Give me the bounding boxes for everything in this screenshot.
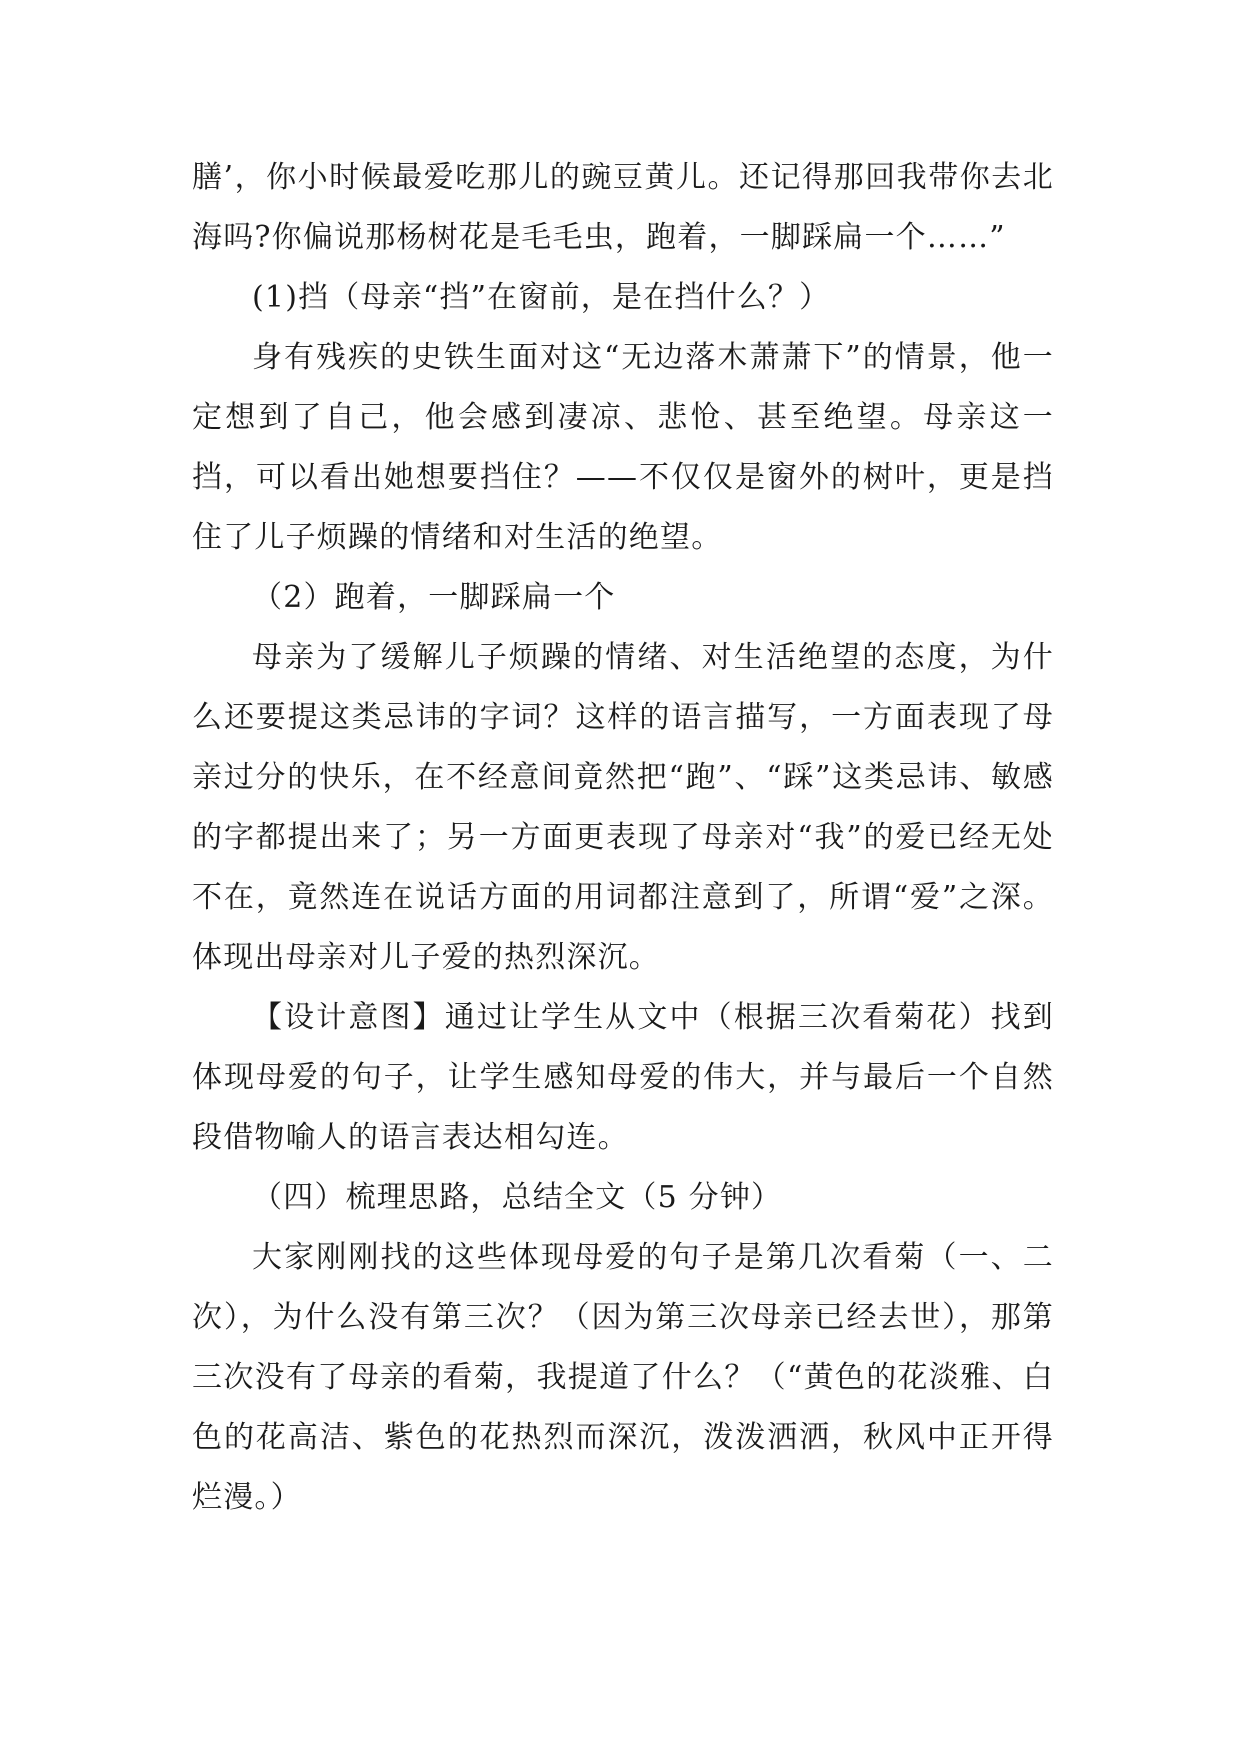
paragraph-summary: 大家刚刚找的这些体现母爱的句子是第几次看菊（一、二次），为什么没有第三次？（因为第三次母亲已经去世），那第三次没有了母亲的看菊，我提道了什么？（“黄色的花淡雅、白色的花高洁、紫色的花热烈而深沉，泼泼洒洒，秋风中正开得烂漫。） xyxy=(192,1240,1054,1515)
paragraph-dang-analysis: 身有残疾的史铁生面对这“无边落木萧萧下”的情景，他一定想到了自己，他会感到凄凉、悲怆、甚至绝望。母亲这一挡，可以看出她想要挡住？——不仅仅是窗外的树叶，更是挡住了儿子烦躁的情绪和对生活的绝望。 xyxy=(192,340,1054,555)
paragraph-section-heading: （四）梳理思路，总结全文（5 分钟） xyxy=(252,1180,783,1215)
document-body xyxy=(192,148,1054,1528)
paragraph-paozhe-analysis: 母亲为了缓解儿子烦躁的情绪、对生活绝望的态度，为什么还要提这类忌讳的字词？这样的语言描写，一方面表现了母亲过分的快乐，在不经意间竟然把“跑”、“踩”这类忌讳、敏感的字都提出来了；另一方面更表现了母亲对“我”的爱已经无处不在，竟然连在说话方面的用词都注意到了，所谓“爱”之深。体现出母亲对儿子爱的热烈深沉。 xyxy=(192,640,1054,975)
paragraph-design-intent: 【设计意图】通过让学生从文中（根据三次看菊花）找到体现母爱的句子，让学生感知母爱的伟大，并与最后一个自然段借物喻人的语言表达相勾连。 xyxy=(192,1000,1054,1155)
paragraph-subheading-paozhe: （2）跑着，一脚踩扁一个 xyxy=(252,580,616,615)
paragraph-quote-continuation: 膳’，你小时候最爱吃那儿的豌豆黄儿。还记得那回我带你去北海吗?你偏说那杨树花是毛毛虫，跑着，一脚踩扁一个……” xyxy=(192,160,1054,255)
paragraph-subheading-dang: (1)挡（母亲“挡”在窗前，是在挡什么？） xyxy=(252,280,831,315)
